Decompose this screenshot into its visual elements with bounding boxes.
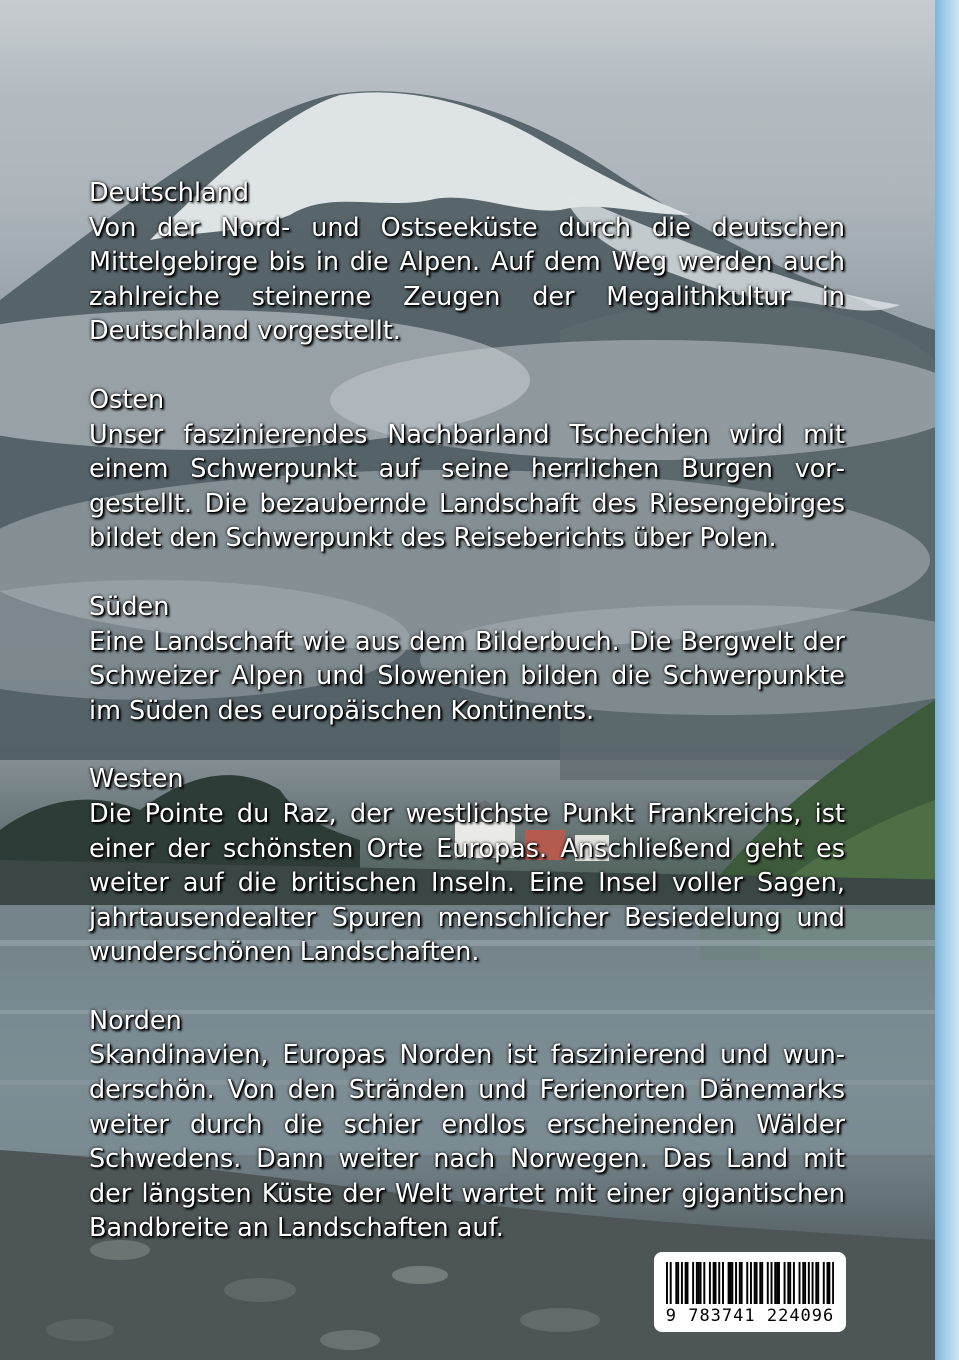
barcode-bar bbox=[802, 1262, 804, 1304]
barcode-bar bbox=[739, 1262, 741, 1304]
section-text: Skandinavien, Europas Norden ist faszinierend und wunderschön. Von den Stränden und Ferienorten Dänemarks weiter durch die schier endlos erscheinenden Wälder Schwedens. Dann weiter nach Norwegen. Das Land mit der längsten Küste der Welt wartet mit einer gigantischen Bandbreite an Landschaften auf. bbox=[89, 1040, 845, 1244]
section-text: Die Pointe du Raz, der westlichste Punkt Frankreichs, ist einer der schönsten Orte Europas. Anschließend geht es weiter auf die britischen Inseln. Eine Insel voller Sagen, jahrtausendealter Spuren menschlicher Besiedelung und wunderschönen Landschaften. bbox=[89, 798, 845, 968]
blurb-text bbox=[89, 176, 845, 1246]
barcode-bar bbox=[774, 1262, 776, 1304]
section-heading: Osten bbox=[89, 384, 165, 415]
section-westen bbox=[89, 762, 845, 970]
barcode-bar bbox=[741, 1262, 743, 1304]
barcode-bar bbox=[823, 1262, 825, 1304]
barcode-bar bbox=[715, 1262, 717, 1304]
barcode-bar bbox=[784, 1262, 786, 1304]
barcode-bar bbox=[827, 1262, 829, 1304]
section-heading: Norden bbox=[89, 1005, 182, 1036]
barcode-bar bbox=[666, 1262, 668, 1304]
barcode-bar bbox=[677, 1262, 679, 1304]
barcode-bar bbox=[817, 1262, 819, 1304]
spine-edge bbox=[935, 0, 959, 1360]
barcode-bar bbox=[735, 1262, 737, 1304]
section-heading: Westen bbox=[89, 764, 184, 795]
isbn-number: 9 783741 224096 bbox=[665, 1306, 835, 1326]
barcode-bar bbox=[698, 1262, 700, 1304]
barcode-bar bbox=[718, 1262, 720, 1304]
section-heading: Deutschland bbox=[89, 178, 250, 208]
barcode-bar bbox=[713, 1262, 715, 1304]
barcode-bar bbox=[703, 1262, 705, 1304]
barcode-bar bbox=[808, 1262, 810, 1304]
barcode-bar bbox=[700, 1262, 702, 1304]
section-heading: Süden bbox=[89, 591, 170, 622]
section-osten bbox=[89, 383, 845, 556]
barcode-bar bbox=[750, 1262, 752, 1304]
barcode-bar bbox=[776, 1262, 778, 1304]
barcode-bar bbox=[756, 1262, 758, 1304]
barcode-bar bbox=[670, 1262, 672, 1304]
barcode-bar bbox=[754, 1262, 756, 1304]
barcode-bar bbox=[692, 1262, 694, 1304]
barcode-bar bbox=[789, 1262, 791, 1304]
barcode-bar bbox=[687, 1262, 689, 1304]
barcode-bar bbox=[767, 1262, 769, 1304]
barcode-bar bbox=[812, 1262, 814, 1304]
barcode-bar bbox=[778, 1262, 780, 1304]
section-text: Von der Nord- und Ostseeküste durch die deutschen Mittelgebirge bis in die Alpen. Auf dem Weg werden auch zahlreiche steinerne Zeugen der Megalithkultur in Deutschland vorgestellt. bbox=[89, 212, 845, 347]
barcode-bar bbox=[804, 1262, 806, 1304]
section-text: Unser faszinierendes Nachbarland Tschechien wird mit einem Schwerpunkt auf seine herrlichen Burgen vorgestellt. Die bezaubernde Landschaft des Riesengebirges bildet den Schwerpunkt des Reiseberichts über Polen. bbox=[89, 419, 845, 554]
barcode-bar bbox=[729, 1262, 731, 1304]
isbn-barcode bbox=[654, 1252, 846, 1332]
barcode-bar bbox=[746, 1262, 748, 1304]
barcode-bar bbox=[759, 1262, 761, 1304]
barcode-bar bbox=[815, 1262, 817, 1304]
barcode-bar bbox=[771, 1262, 773, 1304]
barcode-bar bbox=[675, 1262, 677, 1304]
barcode-bar bbox=[722, 1262, 724, 1304]
barcode-bar bbox=[832, 1262, 834, 1304]
barcode-bar bbox=[828, 1262, 830, 1304]
barcode-bar bbox=[793, 1262, 795, 1304]
section-sueden bbox=[89, 590, 845, 728]
barcode-bar bbox=[787, 1262, 789, 1304]
barcode-bar bbox=[731, 1262, 733, 1304]
barcode-bar bbox=[709, 1262, 711, 1304]
barcode-bar bbox=[728, 1262, 730, 1304]
section-norden bbox=[89, 1004, 845, 1246]
section-deutschland bbox=[89, 176, 845, 349]
section-text: Eine Landschaft wie aus dem Bilderbuch. Die Bergwelt der Schweizer Alpen und Slowenien bilden die Schwerpunkte im Süden des europäischen Kontinents. bbox=[89, 626, 845, 726]
barcode-bars bbox=[666, 1262, 834, 1304]
barcode-bar bbox=[799, 1262, 801, 1304]
barcode-bar bbox=[761, 1262, 763, 1304]
barcode-bar bbox=[681, 1262, 683, 1304]
barcode-bar bbox=[685, 1262, 687, 1304]
barcode-bar bbox=[696, 1262, 698, 1304]
